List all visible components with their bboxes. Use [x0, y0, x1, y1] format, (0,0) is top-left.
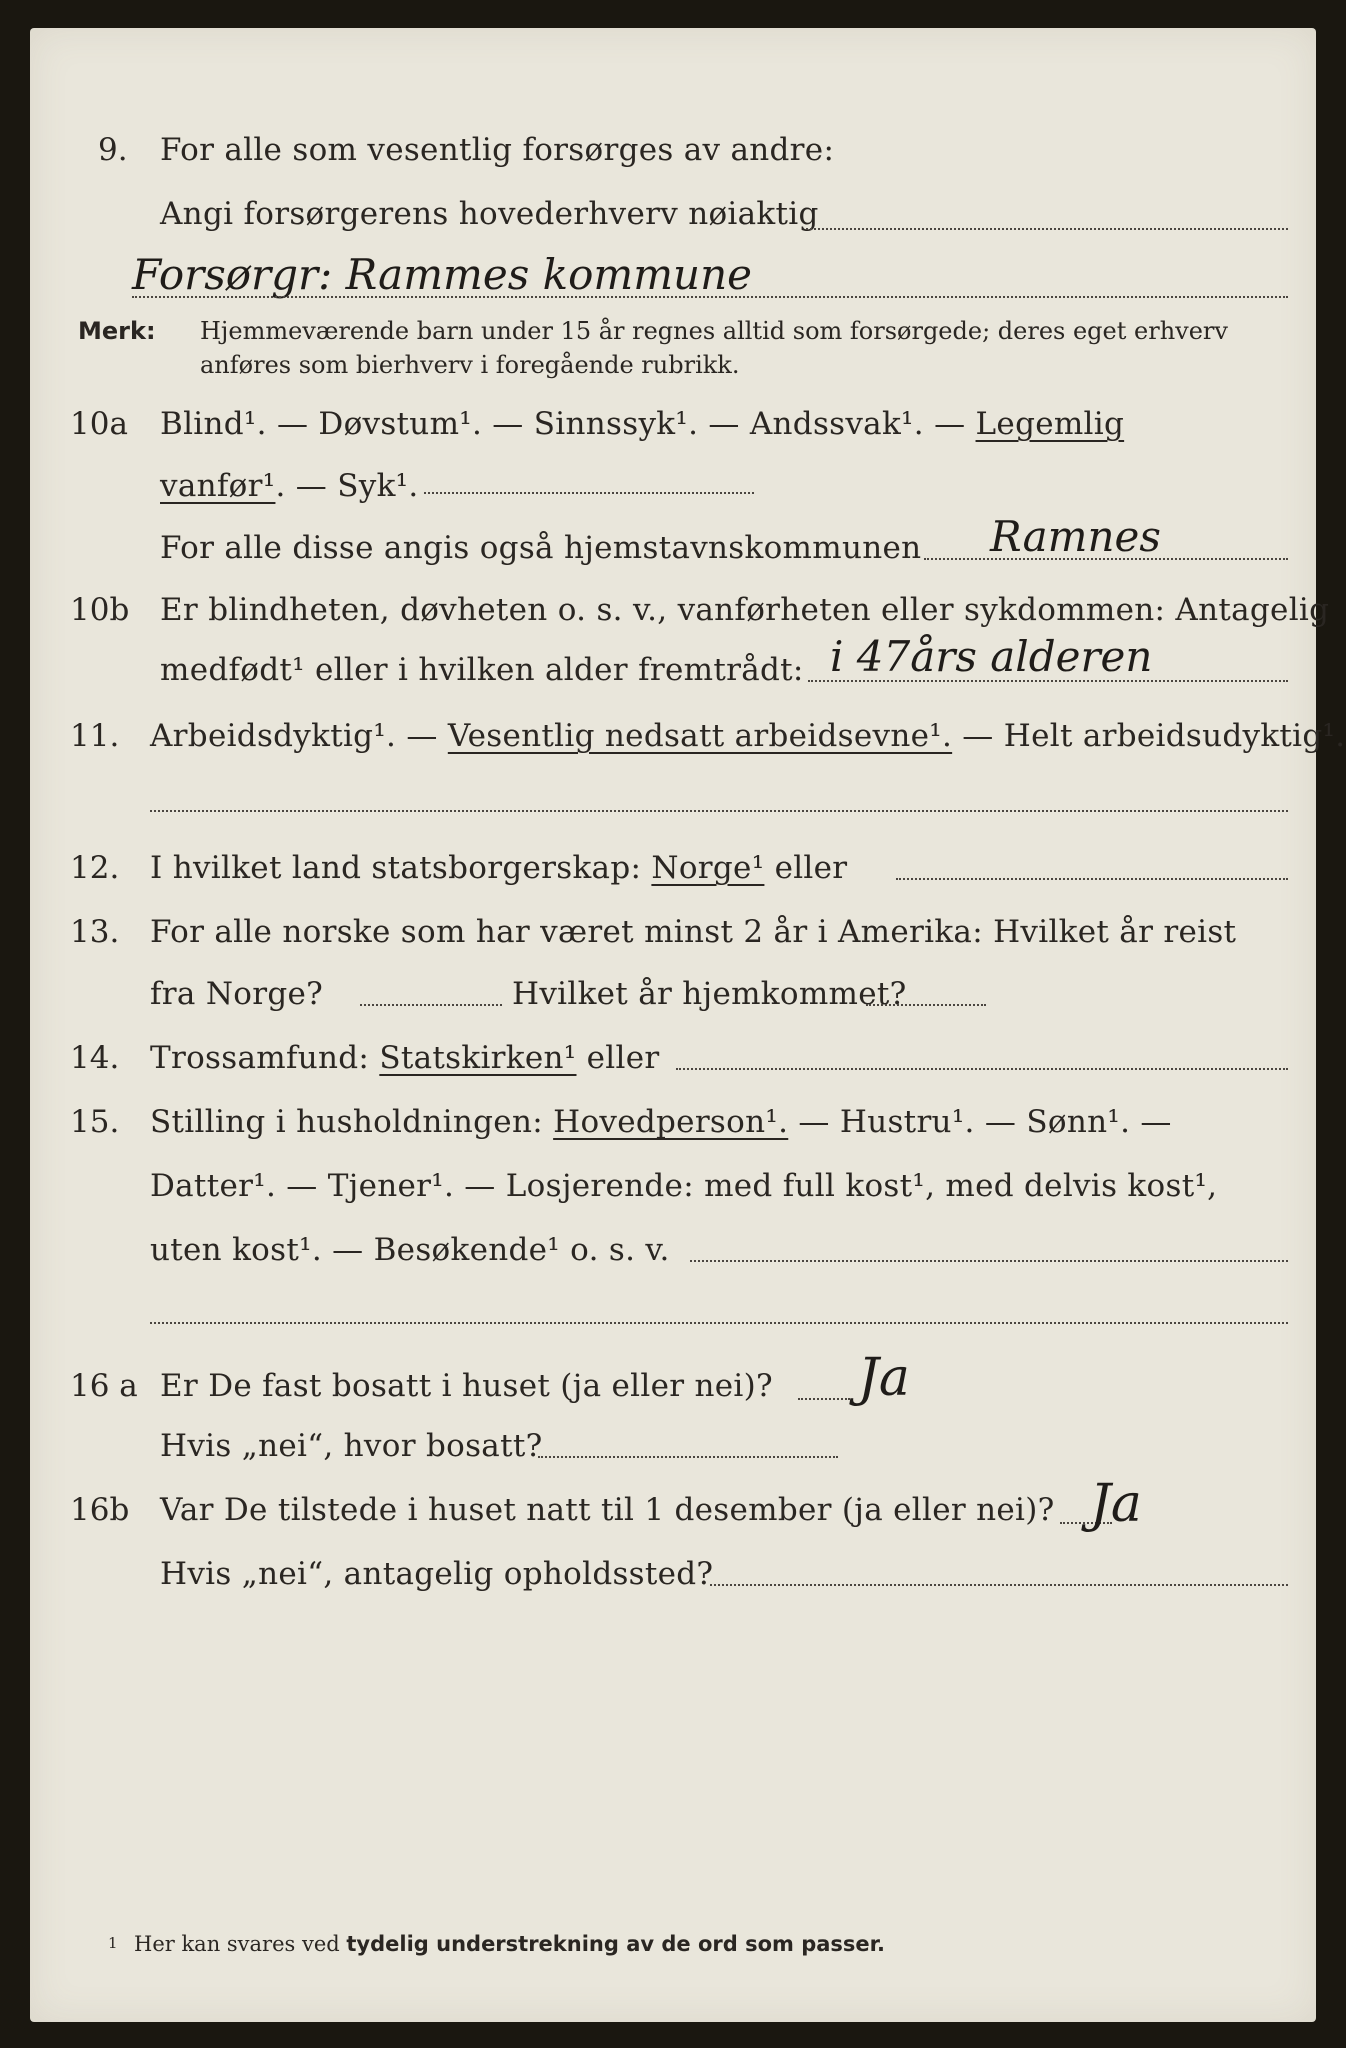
q16b-line1: Var De tilstede i huset natt til 1 desember (ja eller nei)? [160, 1492, 1055, 1528]
q16a-bosatt-dotted-line [538, 1456, 838, 1458]
q13-line2a: fra Norge? [150, 976, 324, 1012]
q10b-number: 10b [70, 592, 130, 628]
q9-number: 9. [98, 132, 128, 168]
q10a-dotted-line [924, 558, 1288, 560]
footnote-text1: Her kan svares ved [134, 1932, 347, 1956]
q14-part1: Trossamfund: [150, 1040, 380, 1076]
q15-dotted-line [690, 1260, 1288, 1262]
q12-dotted-line [896, 878, 1288, 880]
q10a-vanfor-underlined: vanfør¹ [160, 468, 276, 504]
q14-number: 14. [70, 1040, 120, 1076]
q16b-handwritten-answer: Ja [1090, 1474, 1142, 1534]
q16b-number: 16b [70, 1492, 130, 1528]
q16b-opholdssted-dotted-line [710, 1584, 1288, 1586]
q16b-line2: Hvis „nei“, antagelig opholdssted? [160, 1556, 714, 1592]
q15-line2: Datter¹. — Tjener¹. — Losjerende: med full kost¹, med delvis kost¹, [150, 1168, 1218, 1204]
merk-line2: anføres som bierhverv i foregående rubrikk. [200, 351, 740, 379]
q9-line2: Angi forsørgerens hovederhverv nøiaktig [160, 196, 819, 232]
q12-number: 12. [70, 850, 120, 886]
q15-line1c: — Hustru¹. — Sønn¹. — [788, 1104, 1172, 1140]
q13-reist-dotted-line [360, 1004, 502, 1006]
q15-line1a: Stilling i husholdningen: [150, 1104, 554, 1140]
q12-part1: I hvilket land statsborgerskap: [150, 850, 652, 886]
q15-extra-dotted-line [150, 1322, 1288, 1324]
q11-part1: Arbeidsdyktig¹. — [150, 718, 448, 754]
q14-dotted-line [676, 1068, 1288, 1070]
census-form-page [30, 28, 1346, 2022]
footnote-text2-bold: tydelig understrekning av de ord som passer. [346, 1932, 885, 1956]
footnote-mark: 1 [108, 1934, 118, 1952]
q9-dotted-line [806, 228, 1288, 230]
q11-part3: — Helt arbeidsudyktig¹. [952, 718, 1346, 754]
q10a-line2: . — Syk¹. [275, 468, 419, 504]
q14-underlined: Statskirken¹ [379, 1040, 577, 1076]
q11-dotted-line [150, 810, 1288, 812]
q16a-dotted-line [798, 1398, 850, 1400]
q10a-legemlig-underlined: Legemlig [975, 406, 1125, 442]
merk-label: Merk: [78, 317, 156, 345]
q9-handwritten-answer: Forsørgr: Rammes kommune [132, 250, 752, 299]
q12-part3: eller [764, 850, 848, 886]
q11-number: 11. [70, 718, 120, 754]
q11-underlined: Vesentlig nedsatt arbeidsevne¹. [447, 718, 953, 754]
q12-underlined: Norge¹ [651, 850, 765, 886]
q9-line1: For alle som vesentlig forsørges av andre: [160, 132, 835, 168]
q10a-number: 10a [70, 406, 128, 442]
q10a-handwritten-answer: Ramnes [990, 512, 1161, 561]
q13-number: 13. [70, 914, 120, 950]
q10a-syk-dotted-line [424, 492, 754, 494]
q15-underlined: Hovedperson¹. [553, 1104, 789, 1140]
q16a-line1: Er De fast bosatt i huset (ja eller nei)? [160, 1368, 773, 1404]
q15-line3: uten kost¹. — Besøkende¹ o. s. v. [150, 1232, 670, 1268]
q10b-line1: Er blindheten, døvheten o. s. v., vanførheten eller sykdommen: Antagelig [160, 592, 1330, 628]
q10b-handwritten-answer: i 47års alderen [830, 632, 1153, 681]
q16a-handwritten-answer: Ja [858, 1348, 910, 1408]
q10b-dotted-line [808, 680, 1288, 682]
q13-line1: For alle norske som har været minst 2 år i Amerika: Hvilket år reist [150, 914, 1237, 950]
merk-line1: Hjemmeværende barn under 15 år regnes alltid som forsørgede; deres eget erhverv [200, 317, 1228, 345]
q15-number: 15. [70, 1104, 120, 1140]
q13-line2b: Hvilket år hjemkommet? [512, 976, 907, 1012]
q16a-line2: Hvis „nei“, hvor bosatt? [160, 1428, 543, 1464]
q14-part3: eller [576, 1040, 660, 1076]
q16a-number: 16 a [70, 1368, 138, 1404]
q9-answer-dotted-line [132, 296, 1288, 298]
q10a-line1: Blind¹. — Døvstum¹. — Sinnssyk¹. — Andssvak¹. — [160, 406, 976, 442]
q13-hjemkommet-dotted-line [866, 1004, 986, 1006]
q10a-line3: For alle disse angis også hjemstavnskommunen [160, 530, 922, 566]
q10b-line2: medfødt¹ eller i hvilken alder fremtrådt: [160, 652, 804, 688]
